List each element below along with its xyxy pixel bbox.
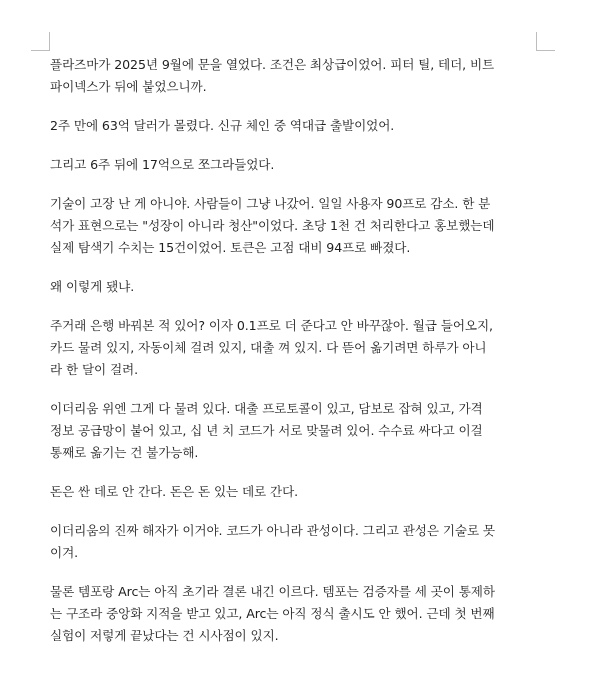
top-left-margin-mark <box>31 32 50 51</box>
top-right-margin-mark <box>536 32 555 51</box>
paragraph <box>50 520 538 564</box>
text-line: 돈은 싼 데로 안 간다. 돈은 돈 있는 데로 간다. <box>50 484 299 499</box>
text-line: 2주 만에 63억 달러가 몰렸다. 신규 체인 중 역대급 출발이었어. <box>50 118 395 133</box>
text-line: 실험이 저렇게 끝났다는 건 시사점이 있지. <box>50 628 279 643</box>
text-line: 라 한 달이 걸려. <box>50 362 139 377</box>
text-line: 이겨. <box>50 545 79 560</box>
document-body[interactable] <box>50 54 538 664</box>
paragraph <box>50 315 538 381</box>
paragraph <box>50 276 538 298</box>
text-line: 주거래 은행 바꿔본 적 있어? 이자 0.1프로 더 준다고 안 바꾸잖아. 월급 들어오지, <box>50 318 493 333</box>
text-line: 이더리움의 진짜 해자가 이거야. 코드가 아니라 관성이다. 그리고 관성은 기술로 못 <box>50 523 496 538</box>
text-line: 왜 이렇게 됐냐. <box>50 279 135 294</box>
text-line: 카드 물려 있지, 자동이체 걸려 있지, 대출 껴 있지. 다 뜯어 옮기려면 하루가 아니 <box>50 340 487 355</box>
text-line: 는 구조라 중앙화 지적을 받고 있고, Arc는 아직 정식 출시도 안 했어. 근데 첫 번째 <box>50 606 495 621</box>
text-line: 기술이 고장 난 게 아니야. 사람들이 그냥 나갔어. 일일 사용자 90프로 감소. 한 분 <box>50 196 491 211</box>
text-line: 물론 템포랑 Arc는 아직 초기라 결론 내긴 이르다. 템포는 검증자를 세 곳이 통제하 <box>50 584 495 599</box>
text-line: 파이넥스가 뒤에 붙었으니까. <box>50 79 207 94</box>
text-line: 실제 탐색기 수치는 15건이었어. 토큰은 고점 대비 94프로 빠졌다. <box>50 240 411 255</box>
paragraph <box>50 481 538 503</box>
text-line: 플라즈마가 2025년 9월에 문을 열었다. 조건은 최상급이었어. 피터 틸, 테더, 비트 <box>50 57 495 72</box>
text-line: 이더리움 위엔 그게 다 물려 있다. 대출 프로토콜이 있고, 담보로 잡혀 있고, 가격 <box>50 401 483 416</box>
paragraph <box>50 398 538 464</box>
text-line: 그리고 6주 뒤에 17억으로 쪼그라들었다. <box>50 157 275 172</box>
paragraph <box>50 581 538 647</box>
paragraph <box>50 54 538 98</box>
text-line: 석가 표현으로는 "성장이 아니라 청산"이었다. 초당 1천 건 처리한다고 홍보했는데 <box>50 218 495 233</box>
paragraph <box>50 193 538 259</box>
paragraph <box>50 154 538 176</box>
paragraph <box>50 115 538 137</box>
text-line: 통째로 옮기는 건 불가능해. <box>50 445 199 460</box>
text-line: 정보 공급망이 붙어 있고, 십 년 치 코드가 서로 맞물려 있어. 수수료 싸다고 이걸 <box>50 423 483 438</box>
